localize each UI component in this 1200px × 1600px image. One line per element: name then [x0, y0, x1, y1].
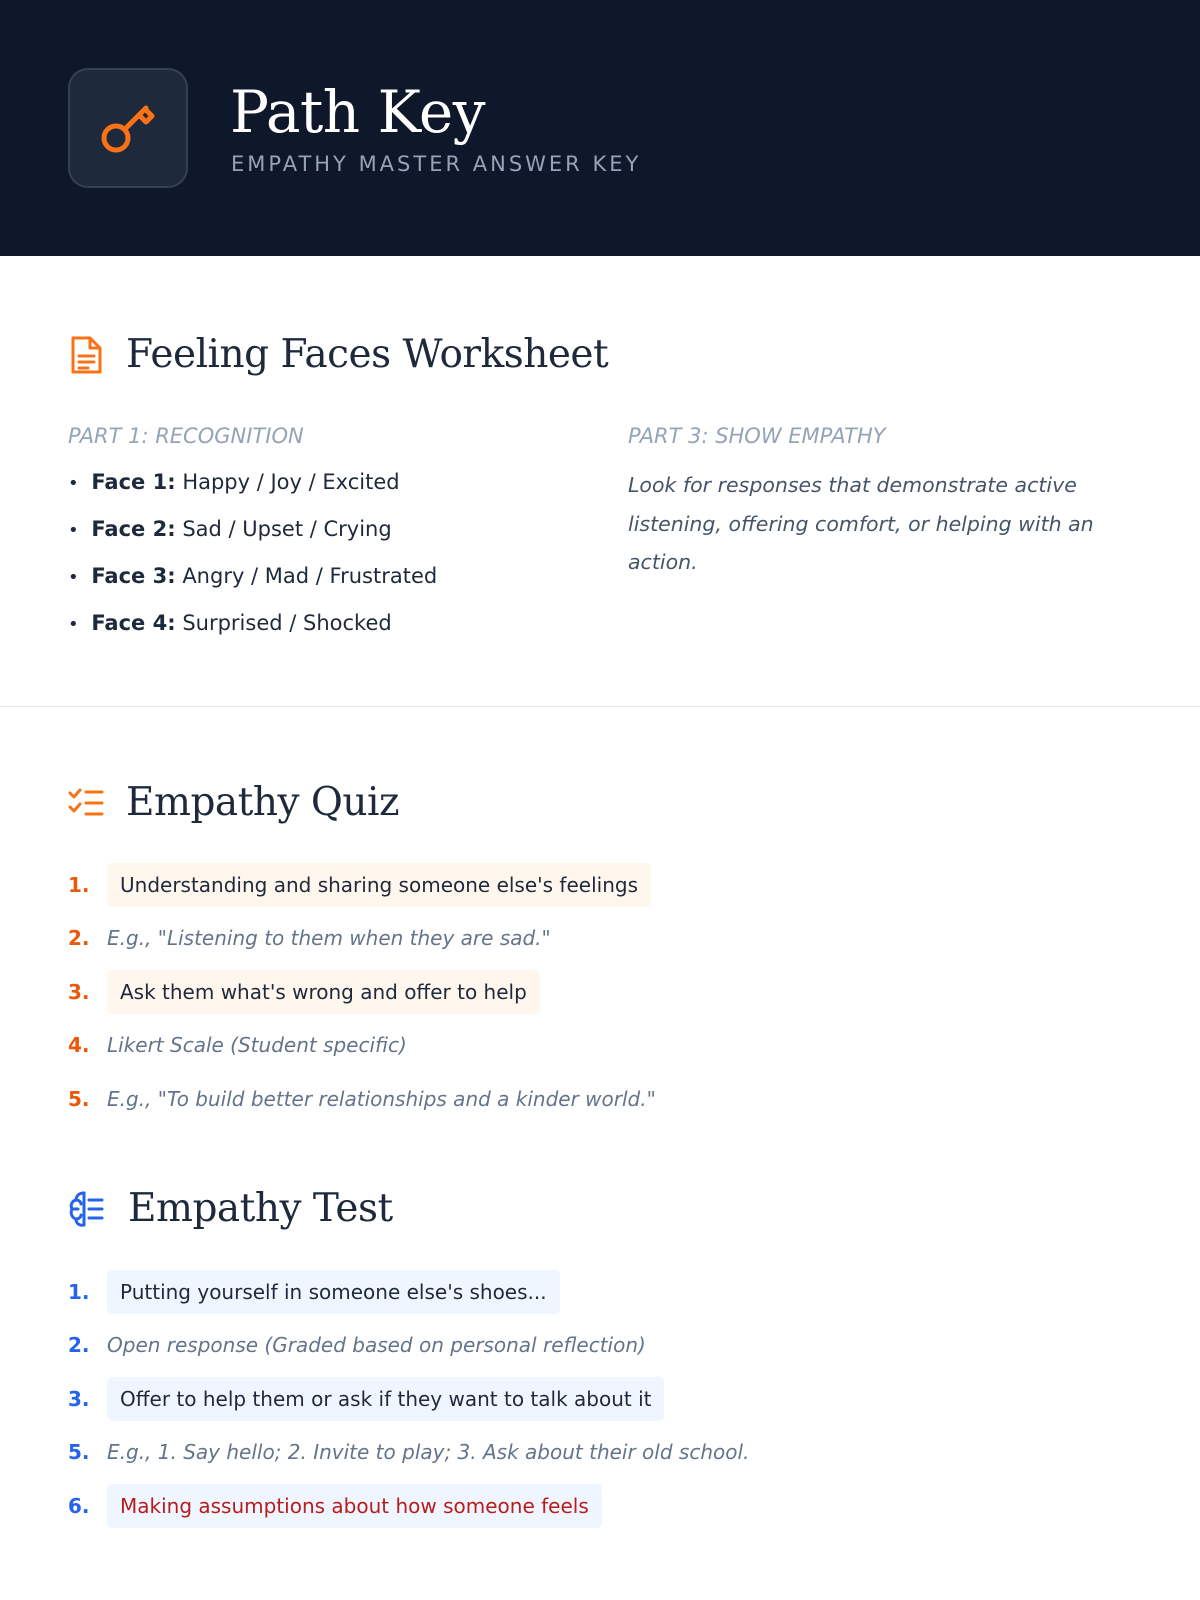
face-answer: Happy / Joy / Excited [182, 470, 400, 494]
app-logo [68, 68, 188, 188]
face-label: Face 1: [91, 470, 176, 494]
item-number: 2. [68, 926, 90, 951]
quiz-answer-list [68, 858, 656, 1126]
item-number: 4. [68, 1033, 90, 1058]
list-item [68, 1426, 749, 1480]
list-item [68, 1265, 749, 1319]
list-item [68, 965, 656, 1019]
list-item: • Face 4: Surprised / Shocked [68, 611, 392, 635]
answer-hint: Open response (Graded based on personal reflection) [107, 1333, 646, 1358]
part3-guidance: Look for responses that demonstrate active listening, offering comfort, or helping with an action. [628, 473, 1094, 574]
item-number: 3. [68, 979, 90, 1004]
test-title: Empathy Test [128, 1186, 393, 1231]
wrong-answer-chip: Making assumptions about how someone feels [107, 1484, 602, 1528]
list-item: • Face 2: Sad / Upset / Crying [68, 517, 392, 541]
test-section-header [68, 1183, 393, 1235]
list-item [68, 1372, 749, 1426]
answer-hint: E.g., "Listening to them when they are sad." [107, 926, 551, 951]
item-number: 3. [68, 1386, 90, 1411]
answer-hint: Likert Scale (Student specific) [107, 1033, 407, 1058]
list-item [68, 1479, 749, 1533]
brain-icon [68, 1189, 106, 1229]
item-number: 1. [68, 1279, 90, 1304]
item-number: 5. [68, 1086, 90, 1111]
list-item: • Face 1: Happy / Joy / Excited [68, 470, 400, 494]
face-label: Face 3: [91, 564, 176, 588]
part3-label: PART 3: SHOW EMPATHY [628, 424, 886, 448]
list-item [68, 1072, 656, 1126]
face-answer: Surprised / Shocked [182, 611, 392, 635]
item-number: 2. [68, 1333, 90, 1358]
list-item: • Face 3: Angry / Mad / Frustrated [68, 564, 438, 588]
list-item [68, 912, 656, 966]
item-number: 6. [68, 1493, 90, 1518]
section-divider [0, 706, 1200, 707]
test-answer-list [68, 1265, 749, 1533]
worksheet-section-header [68, 329, 608, 381]
face-label: Face 4: [91, 611, 176, 635]
answer-chip: Ask them what's wrong and offer to help [107, 970, 540, 1014]
item-number: 1. [68, 872, 90, 897]
item-number: 5. [68, 1440, 90, 1465]
face-answer: Sad / Upset / Crying [182, 517, 392, 541]
answer-chip: Understanding and sharing someone else's feelings [107, 863, 651, 907]
face-answer: Angry / Mad / Frustrated [182, 564, 438, 588]
answer-chip: Putting yourself in someone else's shoes... [107, 1270, 560, 1314]
list-item [68, 1019, 656, 1073]
worksheet-title: Feeling Faces Worksheet [126, 332, 609, 377]
document-icon [68, 335, 104, 375]
face-label: Face 2: [91, 517, 176, 541]
answer-hint: E.g., 1. Say hello; 2. Invite to play; 3. Ask about their old school. [107, 1440, 750, 1465]
checklist-icon [68, 785, 104, 821]
quiz-section-header [68, 777, 399, 829]
page-header [0, 0, 1200, 256]
answer-chip: Offer to help them or ask if they want to talk about it [107, 1377, 664, 1421]
list-item [68, 1319, 749, 1373]
part1-label: PART 1: RECOGNITION [68, 424, 304, 448]
page-title: Path Key [230, 78, 485, 146]
key-icon [96, 96, 160, 160]
answer-hint: E.g., "To build better relationships and a kinder world." [107, 1086, 656, 1111]
list-item [68, 858, 656, 912]
recognition-answer-list [68, 462, 437, 650]
quiz-title: Empathy Quiz [126, 780, 399, 825]
page-subtitle: EMPATHY MASTER ANSWER KEY [231, 152, 642, 176]
